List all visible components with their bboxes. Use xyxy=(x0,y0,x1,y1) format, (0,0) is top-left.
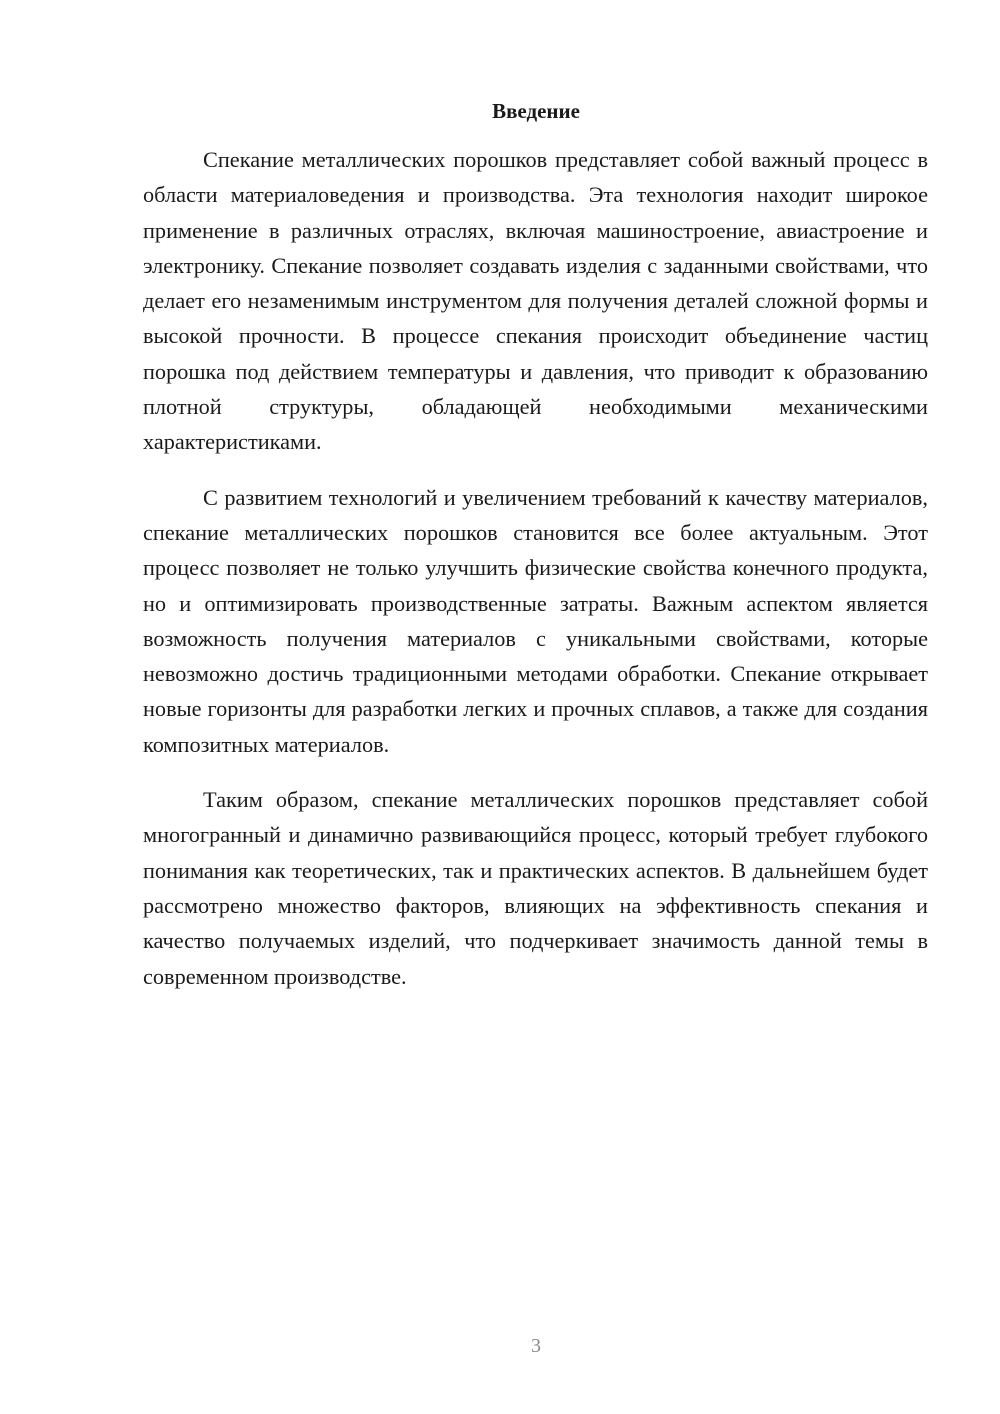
body-text xyxy=(143,142,928,1014)
paragraph-1: Спекание металлических порошков представляет собой важный процесс в области материаловедения и производства. Эта технология находит широкое применение в различных отраслях, включая машиностроение, авиастроение и электронику. Спекание позволяет создавать изделия с заданными свойствами, что делает его незаменимым инструментом для получения деталей сложной формы и высокой прочности. В процессе спекания происходит объединение частиц порошка под действием температуры и давления, что приводит к образованию плотной структуры, обладающей необходимыми механическими характеристиками. xyxy=(143,147,928,455)
paragraph-3: Таким образом, спекание металлических порошков представляет собой многогранный и динамично развивающийся процесс, который требует глубокого понимания как теоретических, так и практических аспектов. В дальнейшем будет рассмотрено множество факторов, влияющих на эффективность спекания и качество получаемых изделий, что подчеркивает значимость данной темы в современном производстве. xyxy=(143,787,928,989)
paragraph-2: С развитием технологий и увеличением требований к качеству материалов, спекание металлических порошков становится все более актуальным. Этот процесс позволяет не только улучшить физические свойства конечного продукта, но и оптимизировать производственные затраты. Важным аспектом является возможность получения материалов с уникальными свойствами, которые невозможно достичь традиционными методами обработки. Спекание открывает новые горизонты для разработки легких и прочных сплавов, а также для создания композитных материалов. xyxy=(143,484,928,757)
page-number: 3 xyxy=(531,1335,541,1357)
section-heading: Введение xyxy=(492,99,580,123)
